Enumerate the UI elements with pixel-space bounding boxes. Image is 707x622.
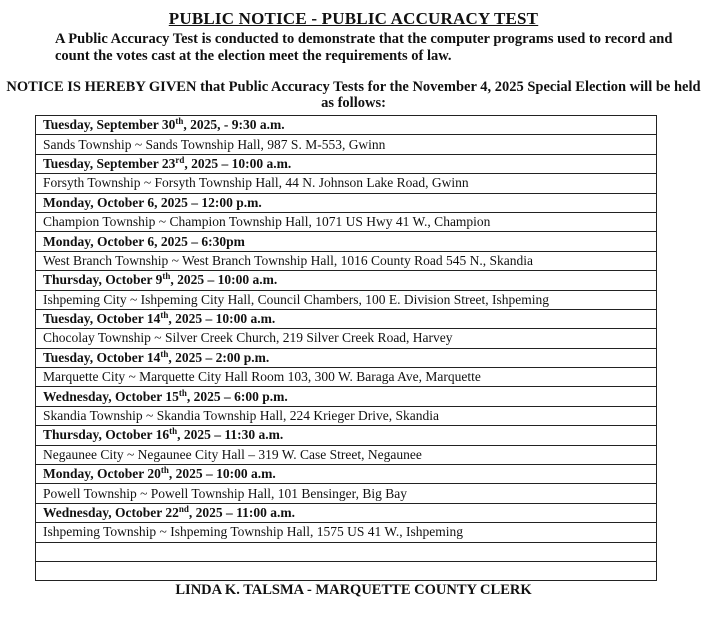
location-cell: Chocolay Township ~ Silver Creek Church, 219 Silver Creek Road, Harvey	[36, 329, 657, 348]
empty-cell	[36, 542, 657, 561]
schedule-location-row	[36, 135, 657, 154]
date-cell: Tuesday, September 30th, 2025, - 9:30 a.m.	[36, 116, 657, 135]
schedule-table	[35, 115, 657, 581]
location-cell: Forsyth Township ~ Forsyth Township Hall, 44 N. Johnson Lake Road, Gwinn	[36, 174, 657, 193]
date-cell: Wednesday, October 15th, 2025 – 6:00 p.m.	[36, 387, 657, 406]
schedule-date-row	[36, 193, 657, 212]
schedule-date-row	[36, 348, 657, 367]
date-cell: Wednesday, October 22nd, 2025 – 11:00 a.m.	[36, 503, 657, 522]
location-cell: Powell Township ~ Powell Township Hall, 101 Bensinger, Big Bay	[36, 484, 657, 503]
date-cell: Monday, October 6, 2025 – 12:00 p.m.	[36, 193, 657, 212]
intro-paragraph: A Public Accuracy Test is conducted to demonstrate that the computer programs used to record and count the votes cast at the election meet the requirements of law.	[55, 31, 673, 64]
date-cell: Tuesday, October 14th, 2025 – 2:00 p.m.	[36, 348, 657, 367]
schedule-location-row	[36, 212, 657, 231]
location-cell: Ishpeming Township ~ Ishpeming Township Hall, 1575 US 41 W., Ishpeming	[36, 523, 657, 542]
schedule-location-row	[36, 523, 657, 542]
schedule-location-row	[36, 251, 657, 270]
notice-title: PUBLIC NOTICE - PUBLIC ACCURACY TEST	[168, 9, 539, 28]
schedule-location-row	[36, 368, 657, 387]
schedule-location-row	[36, 445, 657, 464]
schedule-date-row	[36, 309, 657, 328]
empty-cell	[36, 561, 657, 580]
date-cell: Monday, October 20th, 2025 – 10:00 a.m.	[36, 465, 657, 484]
schedule-location-row	[36, 329, 657, 348]
schedule-date-row	[36, 116, 657, 135]
schedule-date-row	[36, 271, 657, 290]
location-cell: Champion Township ~ Champion Township Hall, 1071 US Hwy 41 W., Champion	[36, 212, 657, 231]
schedule-date-row	[36, 426, 657, 445]
schedule-location-row	[36, 406, 657, 425]
schedule-date-row	[36, 232, 657, 251]
date-cell: Tuesday, September 23rd, 2025 – 10:00 a.m.	[36, 154, 657, 173]
schedule-location-row	[36, 290, 657, 309]
date-cell: Thursday, October 16th, 2025 – 11:30 a.m.	[36, 426, 657, 445]
date-cell: Monday, October 6, 2025 – 6:30pm	[36, 232, 657, 251]
location-cell: Skandia Township ~ Skandia Township Hall, 224 Krieger Drive, Skandia	[36, 406, 657, 425]
location-cell: Negaunee City ~ Negaunee City Hall – 319 W. Case Street, Negaunee	[36, 445, 657, 464]
location-cell: Marquette City ~ Marquette City Hall Room 103, 300 W. Baraga Ave, Marquette	[36, 368, 657, 387]
notice-statement: NOTICE IS HEREBY GIVEN that Public Accuracy Tests for the November 4, 2025 Special Election will be held as follows:	[6, 79, 701, 111]
schedule-date-row	[36, 503, 657, 522]
date-cell: Tuesday, October 14th, 2025 – 10:00 a.m.	[36, 309, 657, 328]
schedule-date-row	[36, 154, 657, 173]
clerk-signature-line: LINDA K. TALSMA - MARQUETTE COUNTY CLERK	[175, 582, 532, 598]
schedule-date-row	[36, 465, 657, 484]
schedule-date-row	[36, 387, 657, 406]
empty-row	[36, 561, 657, 580]
date-cell: Thursday, October 9th, 2025 – 10:00 a.m.	[36, 271, 657, 290]
schedule-location-row	[36, 484, 657, 503]
schedule-location-row	[36, 174, 657, 193]
empty-row	[36, 542, 657, 561]
location-cell: Ishpeming City ~ Ishpeming City Hall, Council Chambers, 100 E. Division Street, Ishpeming	[36, 290, 657, 309]
location-cell: West Branch Township ~ West Branch Township Hall, 1016 County Road 545 N., Skandia	[36, 251, 657, 270]
location-cell: Sands Township ~ Sands Township Hall, 987 S. M-553, Gwinn	[36, 135, 657, 154]
